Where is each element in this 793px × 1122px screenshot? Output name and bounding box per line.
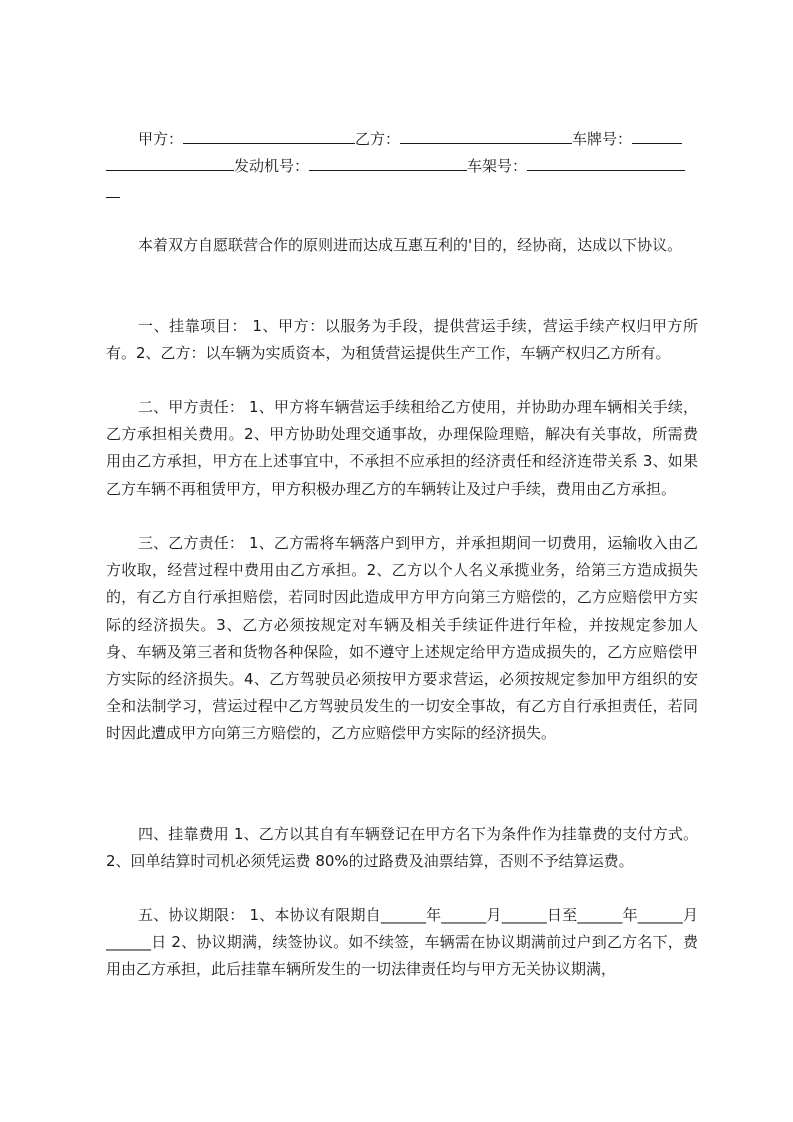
- party-a-blank[interactable]: [183, 129, 355, 144]
- section-3-paragraph: 三、乙方责任： 1、乙方需将车辆落户到甲方，并承担期间一切费用，运输收入由乙方收取，经营过程中费用由乙方承担。2、乙方以个人名义承揽业务，给第三方造成损失的，有乙方自行承担赔偿，若同时因此造成甲方甲方向第三方赔偿的，乙方应赔偿甲方实际的经济损失。3、乙方必须按规定对车辆及相关手续证件进行年检，并按规定参加人身、车辆及第三者和货物各种保险，如不遵守上述规定给甲方造成损失的，乙方应赔偿甲方实际的经济损失。4、乙方驾驶员必须按甲方要求营运，必须按规定参加甲方组织的安全和法制学习，营运过程中乙方驾驶员发生的一切安全事故，有乙方自行承担责任，若同时因此遭成甲方向第三方赔偿的，乙方应赔偿甲方实际的经济损失。: [106, 534, 698, 743]
- party-b-label: 乙方：: [355, 130, 401, 148]
- party-b-blank[interactable]: [400, 129, 572, 144]
- frame-label: 车架号：: [467, 157, 528, 176]
- frame-blank[interactable]: [527, 156, 685, 171]
- plate-blank[interactable]: [632, 129, 682, 144]
- engine-blank[interactable]: [309, 156, 467, 171]
- party-a-label: 甲方：: [138, 130, 184, 148]
- section-1-paragraph: 一、挂靠项目： 1、甲方：以服务为手段，提供营运手续，营运手续产权归甲方所有。2、乙方：以车辆为实质资本，为租赁营运提供生产工作，车辆产权归乙方所有。: [106, 317, 698, 363]
- section-5-paragraph: 五、协议期限： 1、本协议有限期自______年______月______日至______年______月______日 2、协议期满，续签协议。如不续签，车辆需在协议期满前过户到乙方名下，费用由乙方承担，此后挂靠车辆所发生的一切法律责任均与甲方无关协议期满，: [106, 906, 698, 979]
- section-4-paragraph: 四、挂靠费用 1、乙方以其自有车辆登记在甲方名下为条件作为挂靠费的支付方式。2、回单结算时司机必须凭运费 80%的过路费及油票结算，否则不予结算运费。: [106, 825, 698, 871]
- plate-blank-cont[interactable]: [106, 156, 234, 171]
- engine-label: 发动机号：: [234, 157, 310, 176]
- header-line-3: [106, 180, 706, 207]
- plate-label: 车牌号：: [572, 130, 633, 148]
- section-2-paragraph: 二、甲方责任： 1、甲方将车辆营运手续租给乙方使用，并协助办理车辆相关手续，乙方承担相关费用。2、甲方协助处理交通事故，办理保险理赔，解决有关事故，所需费用由乙方承担，甲方在上述事宜中，不承担不应承担的经济责任和经济连带关系 3、如果乙方车辆不再租赁甲方，甲方积极办理乙方的车辆转让及过户手续，费用由乙方承担。: [106, 398, 698, 498]
- intro-paragraph: 本着双方自愿联营合作的原则进而达成互惠互利的'目的，经协商，达成以下协议。: [138, 236, 683, 254]
- header-line-2: [106, 153, 706, 180]
- frame-blank-cont[interactable]: [106, 183, 120, 198]
- contract-header: [106, 126, 706, 208]
- header-line-1: [106, 126, 706, 153]
